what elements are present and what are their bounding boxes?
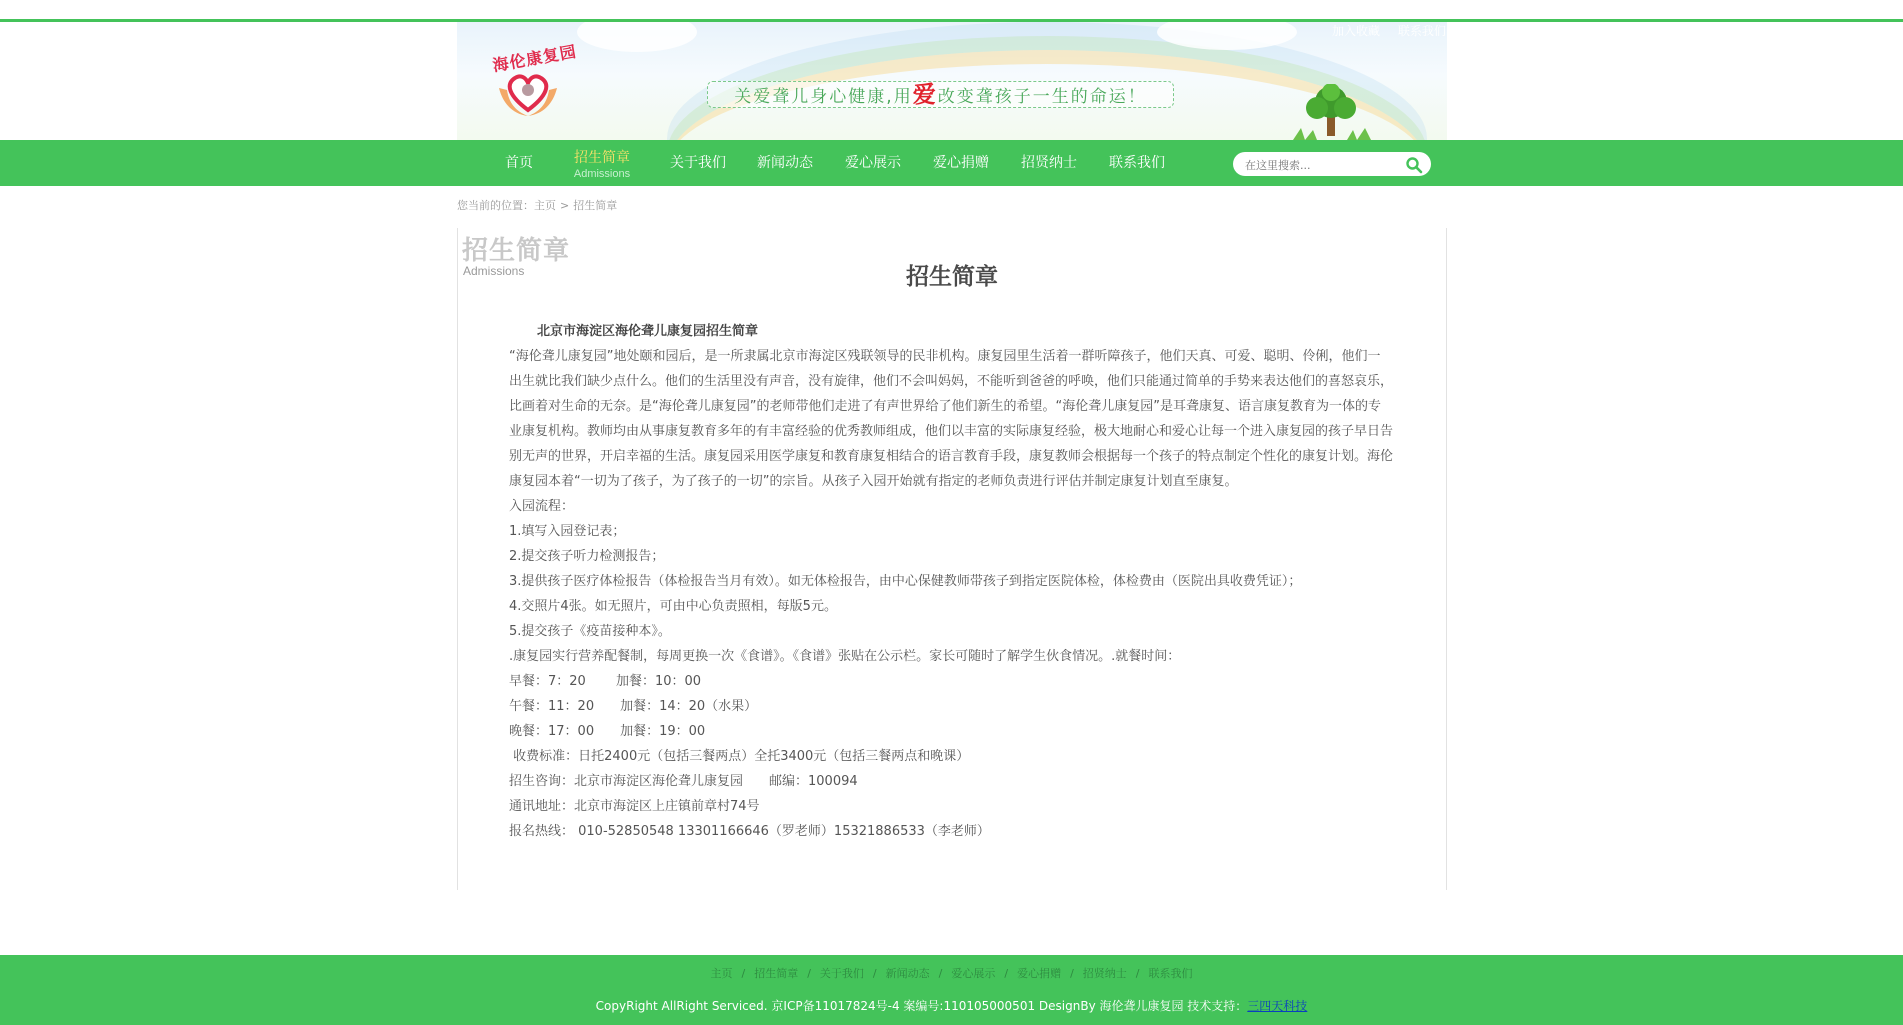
slogan-love-char: 爱: [912, 82, 938, 108]
article-line: 1.填写入园登记表；: [509, 524, 626, 539]
cloud-decoration: [577, 22, 697, 52]
article-line: 4.交照片4张。如无照片，可由中心负责照相，每版5元。: [509, 599, 837, 614]
footer-separator: /: [1004, 967, 1009, 980]
hands-heart-logo-icon: [495, 66, 561, 118]
section-title: 招生简章: [462, 236, 571, 266]
slogan-text-after: 改变聋孩子一生的命运！: [937, 87, 1147, 107]
footer-separator: /: [1135, 967, 1140, 980]
footer-link-showcase[interactable]: 爱心展示: [951, 967, 996, 980]
nav-item-careers[interactable]: 招贤纳士: [1021, 155, 1077, 171]
footer-separator: /: [938, 967, 943, 980]
top-links: [1332, 22, 1447, 39]
article-line: 入园流程：: [509, 499, 575, 514]
search-icon[interactable]: [1405, 156, 1423, 174]
tree-illustration-icon: [1287, 84, 1377, 140]
article-intro: “海伦聋儿康复园”地处颐和园后，是一所隶属北京市海淀区残联领导的民非机构。康复园里生活着一群听障孩子，他们天真、可爱、聪明、伶俐，他们一出生就比我们缺少点什么。他们的生活里没有声音，没有旋律，他们不会叫妈妈，不能听到爸爸的呼唤，他们只能通过简单的手势来表达他们的喜怒哀乐，比画着对生命的无奈。是“海伦聋儿康复园”的老师带他们走进了有声世界给了他们新生的希望。“海伦聋儿康复园”是耳聋康复、语言康复教育为一体的专业康复机构。教师均由从事康复教育多年的有丰富经验的优秀教师组成，他们以丰富的实际康复经验，极大地耐心和爱心让每一个进入康复园的孩子早日告别无声的世界，开启幸福的生活。康复园采用医学康复和教育康复相结合的语言教育手段，康复教师会根据每一个孩子的特点制定个性化的康复计划。海伦康复园本着“一切为了孩子，为了孩子的一切”的宗旨。从孩子入园开始就有指定的老师负责进行评估并制定康复计划直至康复。: [509, 349, 1394, 489]
article-line: 2.提交孩子听力检测报告；: [509, 549, 665, 564]
logo-text: 海伦康复园: [491, 41, 579, 76]
footer-separator: /: [1070, 967, 1074, 980]
nav-item-sublabel: Admissions: [573, 168, 631, 180]
article-line: 晚餐：17：00 加餐：19：00: [509, 724, 706, 739]
article-body: [509, 319, 1393, 844]
article-line: .康复园实行营养配餐制，每周更换一次《食谱》。《食谱》张贴在公示栏。家长可随时了解学生伙食情况。.就餐时间：: [509, 649, 1181, 664]
cloud-decoration: [1157, 22, 1297, 50]
article-title: 招生简章: [906, 264, 998, 290]
footer-separator: /: [741, 967, 746, 980]
footer-link-donate[interactable]: 爱心捐赠: [1017, 967, 1062, 980]
article-line: 报名热线： 010-52850548 13301166646（罗老师）15321886533（李老师）: [509, 824, 990, 839]
footer-separator: /: [807, 967, 811, 980]
slogan-box: [707, 81, 1174, 108]
footer-separator: /: [872, 967, 877, 980]
article-line: 3.提供孩子医疗体检报告（体检报告当月有效）。如无体检报告，由中心保健教师带孩子到指定医院体检，体检费由（医院出具收费凭证）；: [509, 574, 1302, 589]
copyright: [0, 997, 1903, 1014]
article-line: 收费标准：日托2400元（包括三餐两点）全托3400元（包括三餐两点和晚课）: [509, 749, 970, 764]
article-line: 午餐：11：20 加餐：14：20（水果）: [509, 699, 758, 714]
tech-support-link[interactable]: 三四天科技: [1247, 999, 1308, 1013]
article-line: 早餐：7：20 加餐：10：00: [509, 674, 702, 689]
breadcrumb-home-link[interactable]: 主页: [534, 199, 556, 212]
article-line: 通讯地址：北京市海淀区上庄镇前章村74号: [509, 799, 760, 814]
nav-item-news[interactable]: 新闻动态: [757, 155, 813, 171]
nav-item-label: 招生简章: [574, 150, 630, 166]
breadcrumb-separator: >: [560, 199, 570, 212]
footer-link-admissions[interactable]: 招生简章: [754, 967, 799, 980]
search-input[interactable]: [1243, 152, 1397, 176]
slogan-text-before: 关爱聋儿身心健康,用: [734, 87, 913, 107]
header-banner: [457, 22, 1447, 140]
article-heading: 北京市海淀区海伦聋儿康复园招生简章: [537, 324, 759, 339]
nav-item-donate[interactable]: 爱心捐赠: [933, 155, 989, 171]
copyright-text: CopyRight AllRight Serviced. 京ICP备11017824号-4 案编号:110105000501 DesignBy 海伦聋儿康复园 技术支持：: [595, 999, 1248, 1013]
bookmark-link[interactable]: 加入收藏: [1332, 24, 1381, 38]
breadcrumb-current: 招生简章: [573, 199, 618, 212]
nav-item-contact[interactable]: 联系我们: [1109, 155, 1165, 171]
breadcrumb-prefix: 您当前的位置：: [457, 199, 534, 212]
footer-link-contact[interactable]: 联系我们: [1148, 967, 1193, 980]
nav-item-admissions[interactable]: [570, 140, 634, 186]
section-subtitle: Admissions: [463, 264, 525, 278]
footer-links: [0, 965, 1903, 981]
footer: [0, 955, 1903, 1025]
article-line: 招生咨询：北京市海淀区海伦聋儿康复园 邮编：100094: [509, 774, 858, 789]
nav-item-home[interactable]: 首页: [505, 155, 533, 171]
search-box: [1233, 152, 1431, 176]
main-content: [457, 228, 1447, 890]
footer-link-about[interactable]: 关于我们: [819, 967, 864, 980]
nav-item-showcase[interactable]: 爱心展示: [845, 155, 901, 171]
nav-item-about[interactable]: 关于我们: [670, 155, 726, 171]
breadcrumb: [457, 197, 621, 213]
footer-link-careers[interactable]: 招贤纳士: [1082, 967, 1127, 980]
footer-link-news[interactable]: 新闻动态: [885, 967, 930, 980]
footer-link-home[interactable]: 主页: [710, 967, 733, 980]
contact-link[interactable]: 联系我们: [1397, 24, 1446, 38]
article-line: 5.提交孩子《疫苗接种本》。: [509, 624, 671, 639]
main-nav: [0, 140, 1903, 186]
